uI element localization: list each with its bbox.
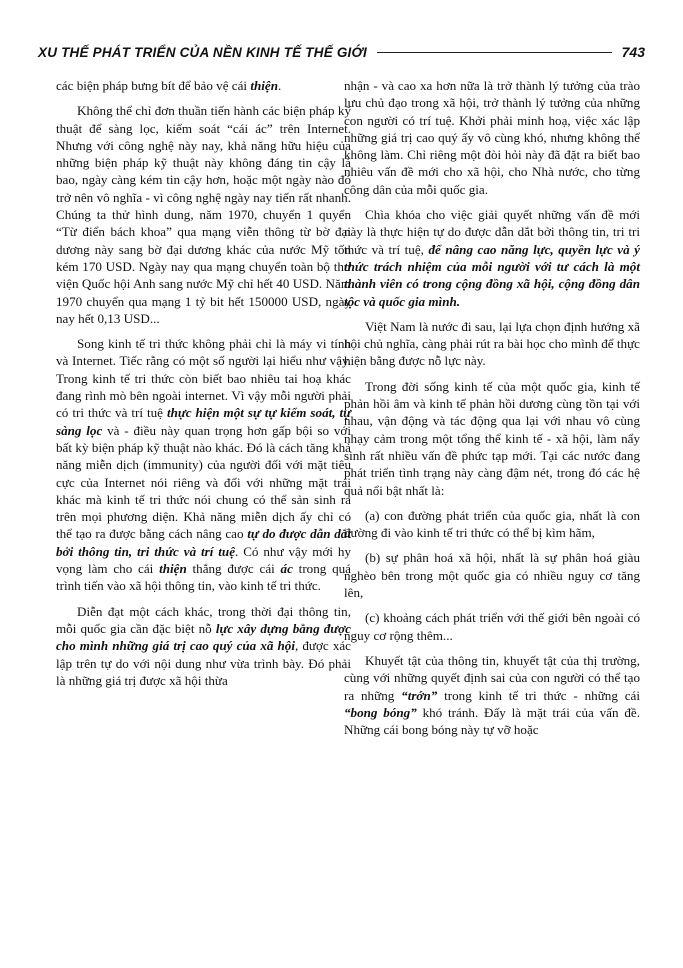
page-number: 743	[621, 44, 645, 60]
text-run: Khuyết tật của thông tin, khuyết tật của thị trường, cùng với những quyết định sai của con người có thể tạo ra những	[344, 652, 640, 703]
text-run: các biện pháp bưng bít để bảo vệ cái	[56, 78, 251, 93]
emphasized-text: thực hiện một sự tự kiểm soát, tự sàng lọc	[56, 405, 351, 438]
text-run: . Có như vậy mới hy vọng làm cho cái	[56, 543, 352, 577]
left-column	[56, 77, 351, 697]
text-run: Diễn đạt một cách khác, trong thời đại thông tin, mỗi quốc gia cần đặc biệt nỗ	[56, 603, 351, 636]
emphasized-text: thiện	[159, 561, 187, 577]
paragraph	[344, 549, 640, 601]
emphasized-text: thiện	[250, 78, 278, 93]
text-run: Không thể chỉ đơn thuần tiến hành các biện pháp kỹ thuật để sàng lọc, kiểm soát “cái ác” trên Internet. Nhưng với công nghệ này nay, khả năng hữu hiệu của những biện pháp kỹ thuật này không đáng tin cậy là bao, ngày càng kém tin cậy hơn, hoặc một ngày nào đó trở nên vô nghĩa - vì công nghệ ngày nay tiến rất nhanh. Chúng ta thử hình dung, năm 1970, chuyển 1 quyển “Từ điển bách khoa” qua mạng viễn thông từ bờ đại dương này sang bờ đại dương khác của nước Mỹ tốn kém 170 USD. Ngày nay qua mạng chuyển toàn bộ thư viện Quốc hội Anh sang nước Mỹ chỉ hết 40 USD. Năm 1970 chuyển qua mạng 1 tỷ bit hết 150000 USD, ngày nay hết 0,13 USD...	[56, 103, 351, 326]
header-rule	[377, 52, 612, 53]
text-run: thắng được cái	[186, 561, 281, 577]
right-column	[344, 77, 640, 746]
text-run: , được xác lập trên tự do với nội dung như vừa trình bày. Đó phải là những giá trị được xã hội thừa	[56, 638, 351, 688]
emphasized-text: lực xây dựng bằng được cho mình những giá trị cao quý của xã hội	[56, 620, 351, 654]
text-run: Việt Nam là nước đi sau, lại lựa chọn định hướng xã hội chủ nghĩa, càng phải rút ra bài học cho mình để thực hiện bằng được nỗ lực này.	[344, 318, 640, 369]
text-run: khó tránh. Đấy là mặt trái của vấn đề. Những cái bong bóng này tự vỡ hoặc	[344, 704, 640, 738]
text-run: (a) con đường phát triển của quốc gia, nhất là con đường đi vào kinh tế tri thức có thể bị kìm hãm,	[344, 507, 640, 541]
paragraph	[56, 335, 351, 594]
paragraph	[56, 102, 351, 327]
running-title: XU THẾ PHÁT TRIỂN CỦA NỀN KINH TẾ THẾ GIỚI	[38, 44, 367, 60]
emphasized-text: “trớn”	[401, 687, 438, 703]
text-run: nhận - và cao xa hơn nữa là trở thành lý tưởng của trào lưu chủ đạo trong xã hội, trở thành lý tưởng của những con người có trí tuệ. Khởi phải minh hoạ, việc xác lập những giá trị cao quý ấy vô cùng khó, nhưng không thể không làm. Chỉ riêng một đòi hỏi này đã đặt ra biết bao nhiêu vấn đề mới cho xã hội, cho Nhà nước, cho từng công dân của mỗi quốc gia.	[344, 78, 640, 197]
text-run: (c) khoảng cách phát triển với thế giới bên ngoài có nguy cơ rộng thêm...	[344, 610, 640, 643]
emphasized-text: “bong bóng”	[344, 704, 417, 720]
paragraph	[344, 206, 640, 310]
paragraph	[344, 609, 640, 644]
paragraph	[344, 507, 640, 542]
text-run: Chìa khóa cho việc giải quyết những vấn đề mới này là thực hiện tự do được dẫn dắt bởi thông tin, tri tri thức và trí tuệ,	[344, 207, 640, 257]
text-run: và - điều này quan trọng hơn gấp bội so với bất kỳ biện pháp kỹ thuật nào khác. Đó là cách tăng khả năng miễn dịch (immunity) của người đối với mặt tiêu cực của Internet nói riêng và đối với những mặt trái khác mà kinh tế tri thức nói chung có thể sản sinh ra trên mọi phương diện. Khả năng miễn dịch ấy chỉ có thể tạo ra được bằng cách nâng cao	[56, 422, 351, 542]
emphasized-text: ác	[280, 561, 293, 577]
paragraph	[56, 77, 351, 94]
paragraph	[344, 652, 640, 738]
paragraph	[344, 378, 640, 499]
text-run: trong kinh tế tri thức - những cái	[437, 687, 640, 703]
emphasized-text: để nâng cao năng lực, quyền lực và ý thức trách nhiệm của mỗi người với tư cách là một thành viên có trong cộng đồng xã hội, cộng đồng dân tộc và quốc gia mình.	[344, 241, 640, 309]
text-run: (b) sự phân hoá xã hội, nhất là sự phân hoá giàu nghèo bên trong một quốc gia có nhiều nguy cơ tăng lên,	[344, 550, 640, 601]
paragraph	[344, 77, 640, 198]
running-header	[38, 40, 645, 64]
text-run: trong quá trình tiến vào xã hội thông tin, vào kinh tế tri thức.	[56, 561, 351, 594]
text-run: .	[278, 78, 282, 93]
text-run: Song kinh tế tri thức không phải chỉ là máy vi tính và Internet. Tiếc rằng có một số người lại hiểu như vậy. Trong kinh tế tri thức còn biết bao nhiêu tai hoạ khác đang rình mò bên ngoài internet. Vì vậy mỗi người phải có tri thức và trí tuệ	[56, 336, 351, 421]
emphasized-text: tự do được dẫn dắt bởi thông tin, tri thức và trí tuệ	[56, 526, 351, 559]
paragraph	[56, 603, 351, 689]
text-run: Trong đời sống kinh tế của một quốc gia, kinh tế phản hồi âm và kinh tế phản hồi dương cùng tồn tại với nhau, vận động và tác động qua lại với nhau vô cùng nhạy cảm trong một tổng thể kinh tế - xã hội, làm nẩy sinh rất nhiều vấn đề phức tạp mới. Tại các nước đang phát triển tình trạng này càng đậm nét, trong đó các hệ quả nổi bật nhất là:	[344, 378, 640, 498]
paragraph	[344, 318, 640, 370]
